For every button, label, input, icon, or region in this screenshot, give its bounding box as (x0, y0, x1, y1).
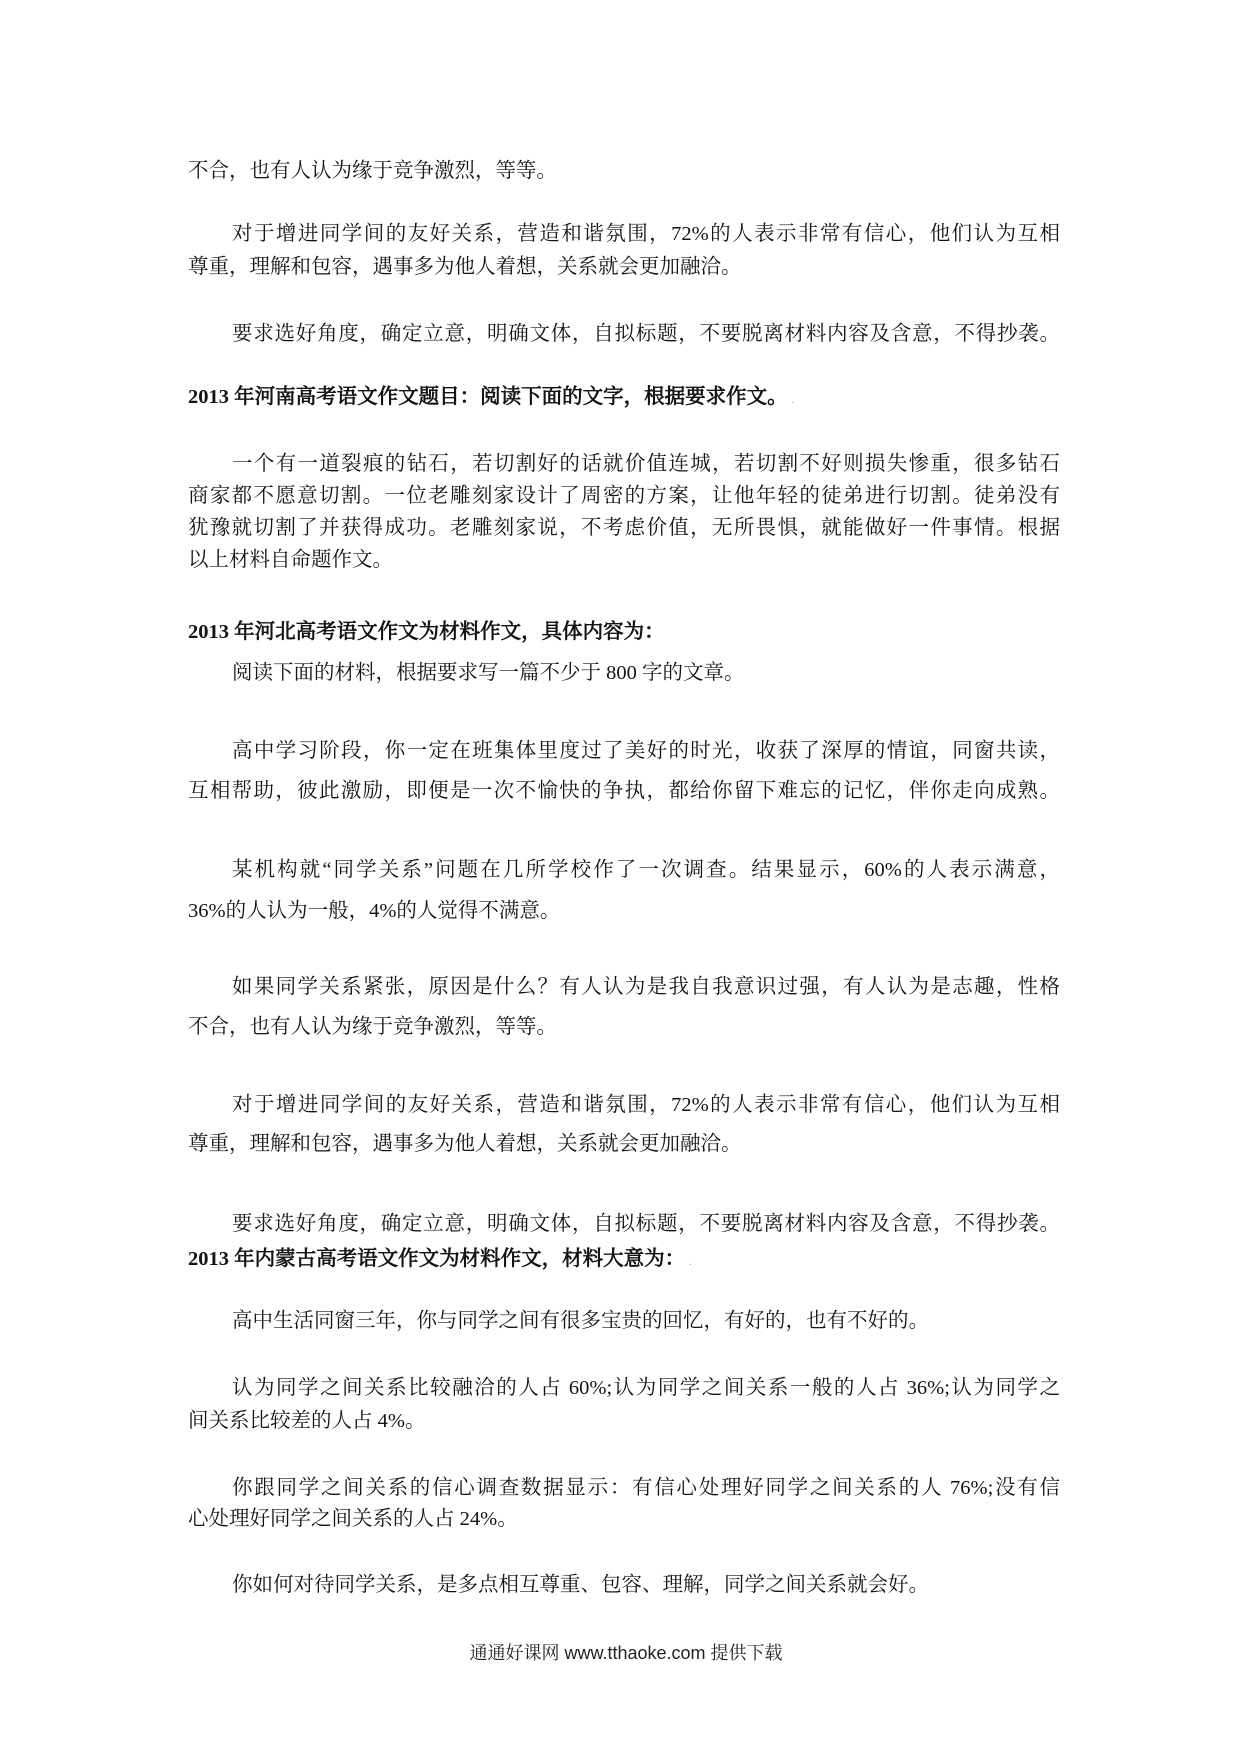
paragraph (188, 218, 1060, 284)
text-line: 犹豫就切割了并获得成功。老雕刻家说，不考虑价值，无所畏惧，就能做好一件事情。根据 (188, 517, 1060, 539)
text-line: 你如何对待同学关系，是多点相互尊重、包容、理解，同学之间关系就会好。 (232, 1574, 929, 1596)
text-line: 你跟同学之间关系的信心调查数据显示：有信心处理好同学之间关系的人 76%;没有信 (232, 1477, 1060, 1499)
heading-text: 2013 年河北高考语文作文为材料作文，具体内容为： (188, 621, 665, 643)
stray-mark: . (791, 395, 795, 406)
paragraph (188, 850, 1060, 932)
text-line: 要求选好角度，确定立意，明确文体，自拟标题，不要脱离材料内容及含意，不得抄袭。 (232, 1213, 1060, 1235)
paragraph (188, 448, 1060, 576)
paragraph (188, 967, 1060, 1047)
text-line: 尊重，理解和包容，遇事多为他人着想，关系就会更加融洽。 (188, 256, 742, 278)
text-line: 阅读下面的材料，根据要求写一篇不少于 800 字的文章。 (232, 662, 745, 684)
text-line: 对于增进同学间的友好关系，营造和谐氛围，72%的人表示非常有信心，他们认为互相 (232, 1094, 1060, 1116)
text-line: 以上材料自命题作文。 (188, 549, 393, 571)
paragraph (188, 318, 1060, 350)
paragraph (188, 731, 1060, 811)
heading-text: 2013 年内蒙古高考语文作文为材料作文，材料大意为： (188, 1248, 686, 1270)
text-line: 要求选好角度，确定立意，明确文体，自拟标题，不要脱离材料内容及含意，不得抄袭。 (232, 323, 1060, 345)
text-line: 心处理好同学之间关系的人占 24%。 (188, 1508, 518, 1530)
stray-mark: . (689, 1257, 692, 1268)
text-line: 一个有一道裂痕的钻石，若切割好的话就价值连城，若切割不好则损失惨重，很多钻石 (232, 453, 1060, 475)
section-heading-henan (188, 381, 1060, 417)
paragraph (188, 155, 1060, 187)
page-footer: 通通好课网 www.tthaoke.com 提供下载 (469, 1643, 783, 1663)
paragraph (188, 1569, 1060, 1601)
text-line: 尊重，理解和包容，遇事多为他人着想，关系就会更加融洽。 (188, 1133, 742, 1155)
text-line: 36%的人认为一般，4%的人觉得不满意。 (188, 900, 561, 922)
text-line: 认为同学之间关系比较融洽的人占 60%;认为同学之间关系一般的人占 36%;认为同学之 (232, 1377, 1060, 1399)
section-heading-hebei (188, 616, 1060, 648)
paragraph (188, 1372, 1060, 1438)
text-line: 高中学习阶段，你一定在班集体里度过了美好的时光，收获了深厚的情谊，同窗共读， (232, 740, 1060, 762)
text-line: 如果同学关系紧张，原因是什么？有人认为是我自我意识过强，有人认为是志趣，性格 (232, 976, 1060, 998)
text-line: 间关系比较差的人占 4%。 (188, 1410, 426, 1432)
paragraph (188, 1208, 1060, 1240)
text-line: 某机构就“同学关系”问题在几所学校作了一次调查。结果显示，60%的人表示满意， (232, 859, 1060, 881)
text-line: 互相帮助，彼此激励，即便是一次不愉快的争执，都给你留下难忘的记忆，伴你走向成熟。 (188, 780, 1060, 802)
text-line: 不合，也有人认为缘于竞争激烈，等等。 (188, 1016, 557, 1038)
text-line: 商家都不愿意切割。一位老雕刻家设计了周密的方案，让他年轻的徒弟进行切割。徒弟没有 (188, 485, 1060, 507)
text-line: 不合，也有人认为缘于竞争激烈，等等。 (188, 160, 557, 182)
paragraph (188, 657, 1060, 689)
text-line: 高中生活同窗三年，你与同学之间有很多宝贵的回忆，有好的，也有不好的。 (232, 1310, 929, 1332)
section-heading-neimenggu (188, 1243, 1060, 1279)
paragraph (188, 1473, 1060, 1535)
paragraph (188, 1305, 1060, 1337)
heading-text: 2013 年河南高考语文作文题目：阅读下面的文字，根据要求作文。 (188, 386, 788, 408)
text-line: 对于增进同学间的友好关系，营造和谐氛围，72%的人表示非常有信心，他们认为互相 (232, 223, 1060, 245)
paragraph (188, 1086, 1060, 1164)
